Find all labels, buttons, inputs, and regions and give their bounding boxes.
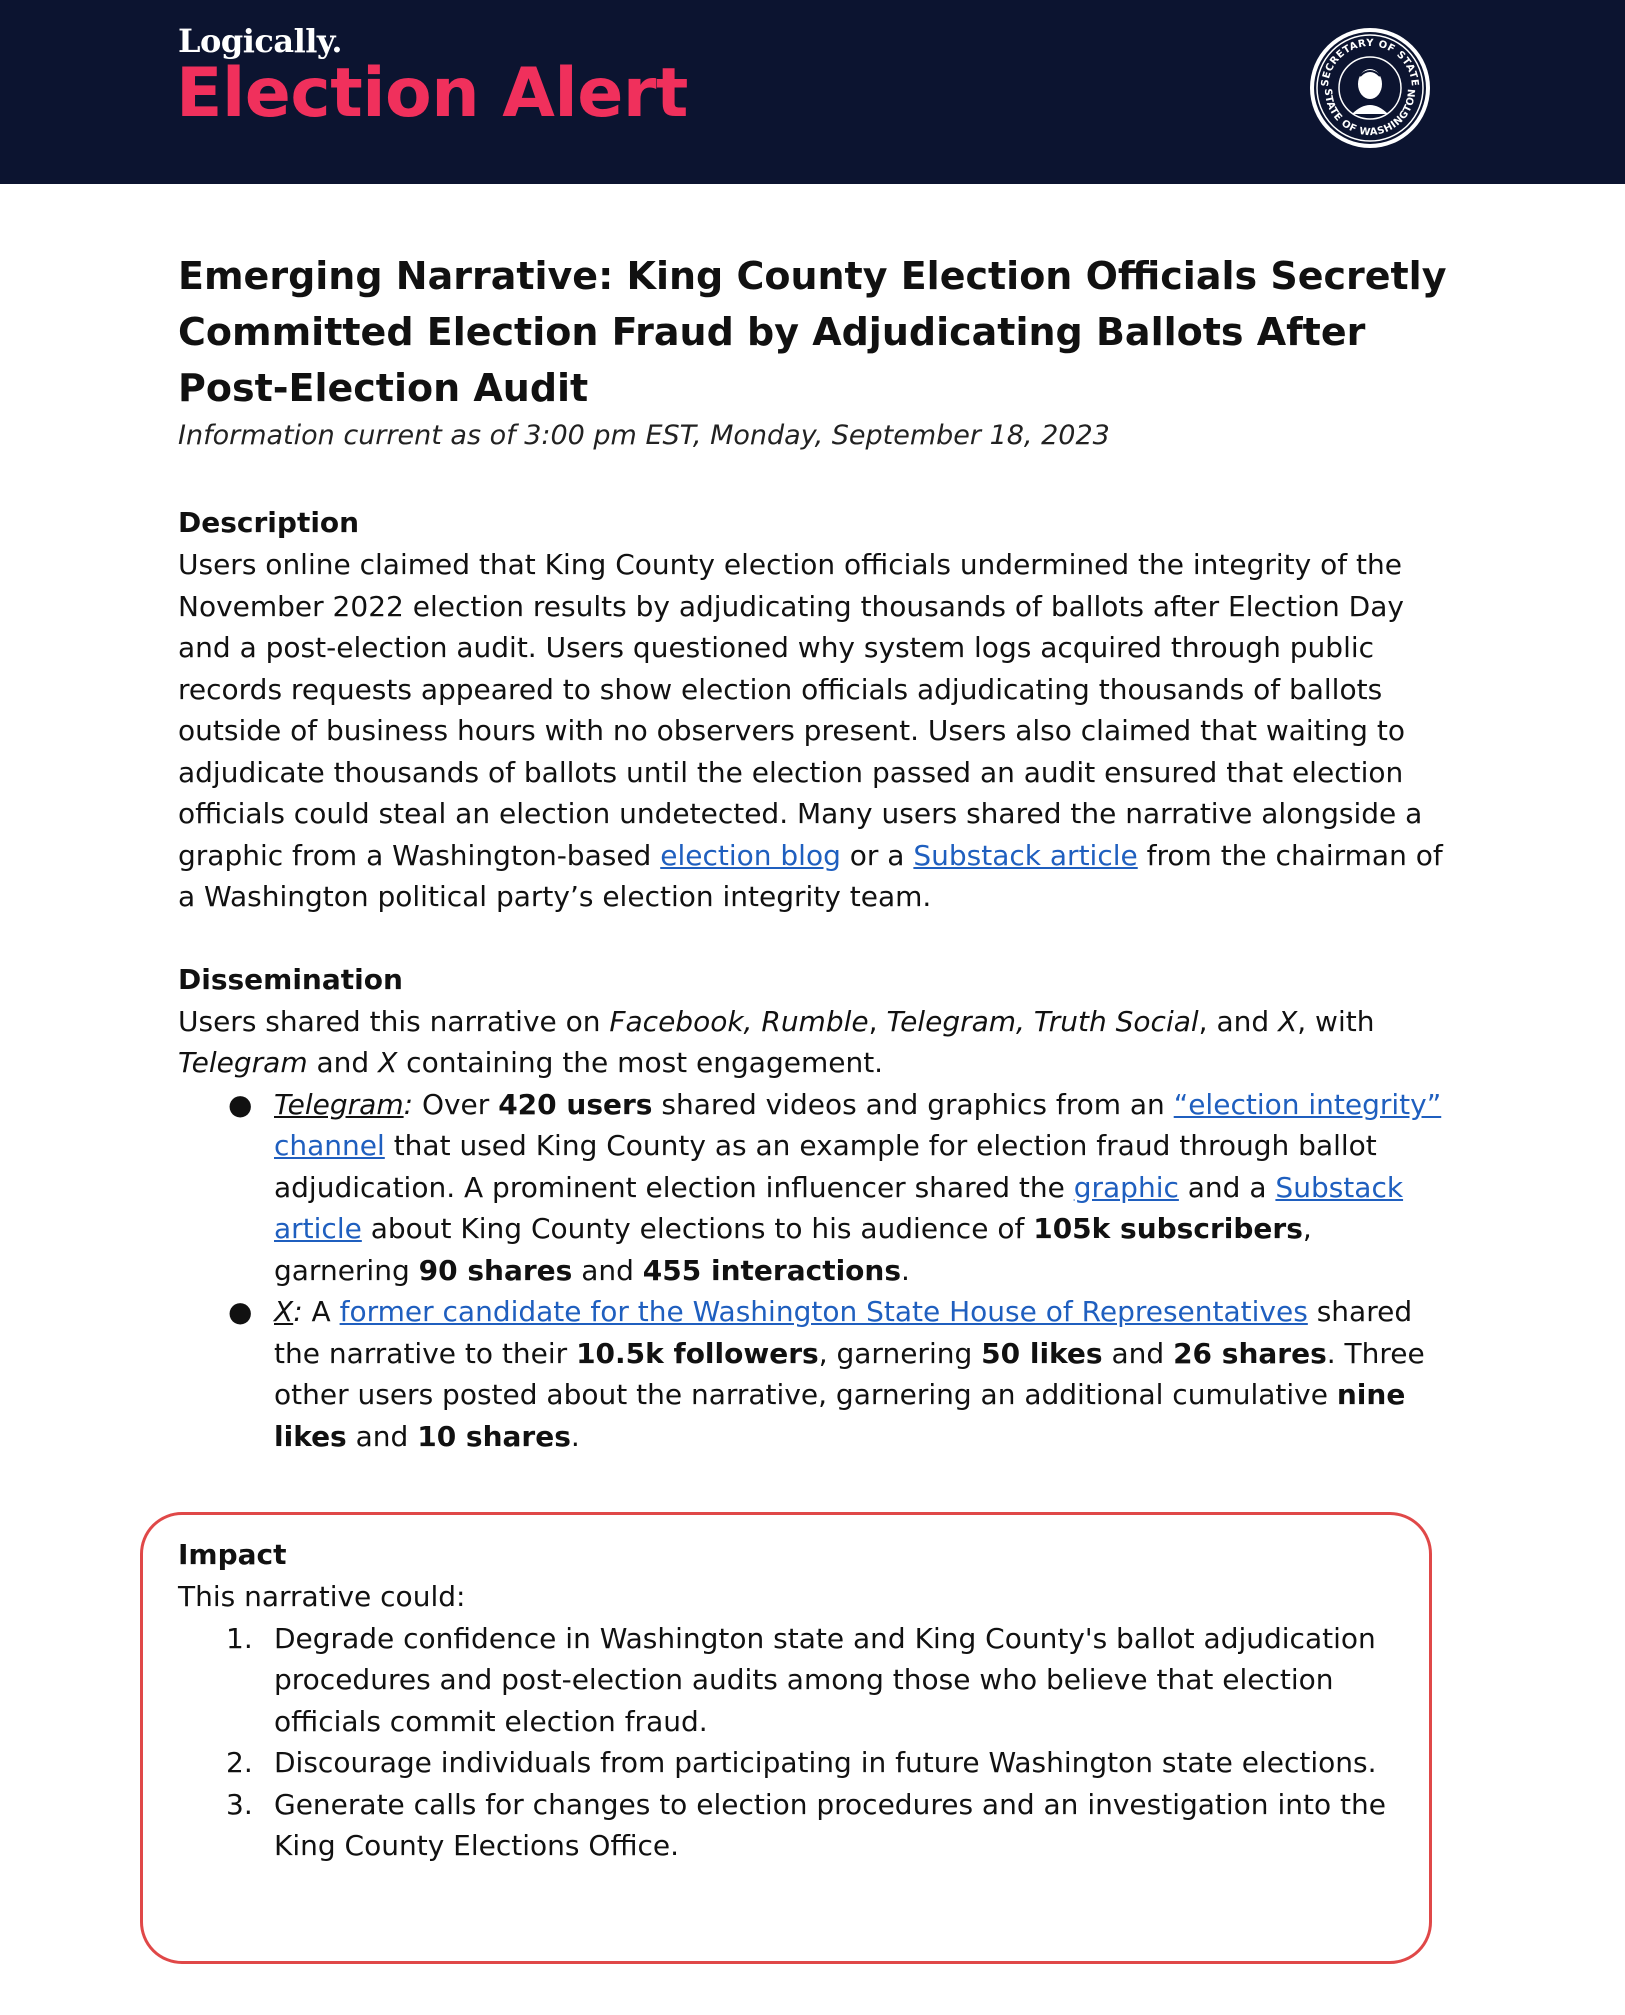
dissemination-intro: Users shared this narrative on Facebook, Rumble, Telegram, Truth Social, and X, with Telegram and X containing the most engagement.: [178, 1004, 1375, 1079]
timestamp: Information current as of 3:00 pm EST, Monday, September 18, 2023: [178, 420, 1110, 451]
description-text: Users online claimed that King County election officials undermined the integrity of the November 2022 election results by adjudicating thousands of ballots after Election Day and a post-election audit. Users questioned why system logs acquired through public records requests appeared to show election officials adjudicating thousands of ballots outside of business hours with no observers present. Users also claimed that waiting to adjudicate thousands of ballots until the election passed an audit ensured that election officials could steal an election undetected. Many users shared the narrative alongside a graphic from a Washington-based election blog or a Substack article from the chairman of a Washington political party’s election integrity team.: [178, 548, 1443, 913]
telegram-substack-article-link[interactable]: Substack article: [274, 1170, 1404, 1245]
impact-heading: Impact: [178, 1538, 287, 1571]
description-heading: Description: [178, 506, 360, 539]
svg-text:SECRETARY OF STATE: SECRETARY OF STATE: [1319, 37, 1421, 88]
list-item: 1. Degrade confidence in Washington state and King County's ballot adjudication procedures and post-election audits among those who believe that election officials commit election fraud.: [226, 1621, 1376, 1738]
graphic-link[interactable]: graphic: [1073, 1170, 1179, 1204]
election-blog-link[interactable]: election blog: [660, 838, 841, 872]
impact-intro: This narrative could:: [178, 1580, 466, 1613]
election-integrity-channel-link[interactable]: “election integrity” channel: [274, 1087, 1442, 1162]
dissemination-heading: Dissemination: [178, 962, 403, 996]
impact-list: [178, 1618, 1428, 1867]
document-body: [178, 248, 1448, 1457]
alert-title: Election Alert: [176, 54, 688, 133]
header-banner: [0, 0, 1625, 184]
svg-text:STATE OF WASHINGTON: STATE OF WASHINGTON: [1321, 88, 1419, 139]
dissemination-list: [178, 1084, 1448, 1458]
list-item: 3. Generate calls for changes to election procedures and an investigation into the King County Elections Office.: [226, 1787, 1386, 1862]
list-item-x: ● X: A former candidate for the Washington State House of Representatives shared the narrative to their 10.5k followers, garnering 50 likes and 26 shares. Three other users posted about the narrative, garnering an additional cumulative nine likes and 10 shares.: [228, 1295, 1425, 1453]
former-candidate-link[interactable]: former candidate for the Washington State House of Representatives: [339, 1295, 1308, 1328]
logically-logo: Logically.: [178, 22, 342, 60]
substack-article-link[interactable]: Substack article: [913, 838, 1138, 872]
washington-seal-icon: [1308, 26, 1432, 150]
headline: Emerging Narrative: King County Election Officials Secretly Committed Election Fraud by Adjudicating Ballots After Post-Election Audit: [178, 254, 1447, 410]
impact-section: [178, 1534, 1428, 1867]
description-section: [178, 502, 1448, 918]
list-item: 2. Discourage individuals from participating in future Washington state elections.: [226, 1746, 1377, 1779]
list-item-telegram: ● Telegram: Over 420 users shared videos and graphics from an “election integrity” channel that used King County as an example for election fraud through ballot adjudication. A prominent election influencer shared the graphic and a Substack article about King County elections to his audience of 105k subscribers, garnering 90 shares and 455 interactions.: [228, 1087, 1442, 1287]
dissemination-section: [178, 959, 1448, 1458]
